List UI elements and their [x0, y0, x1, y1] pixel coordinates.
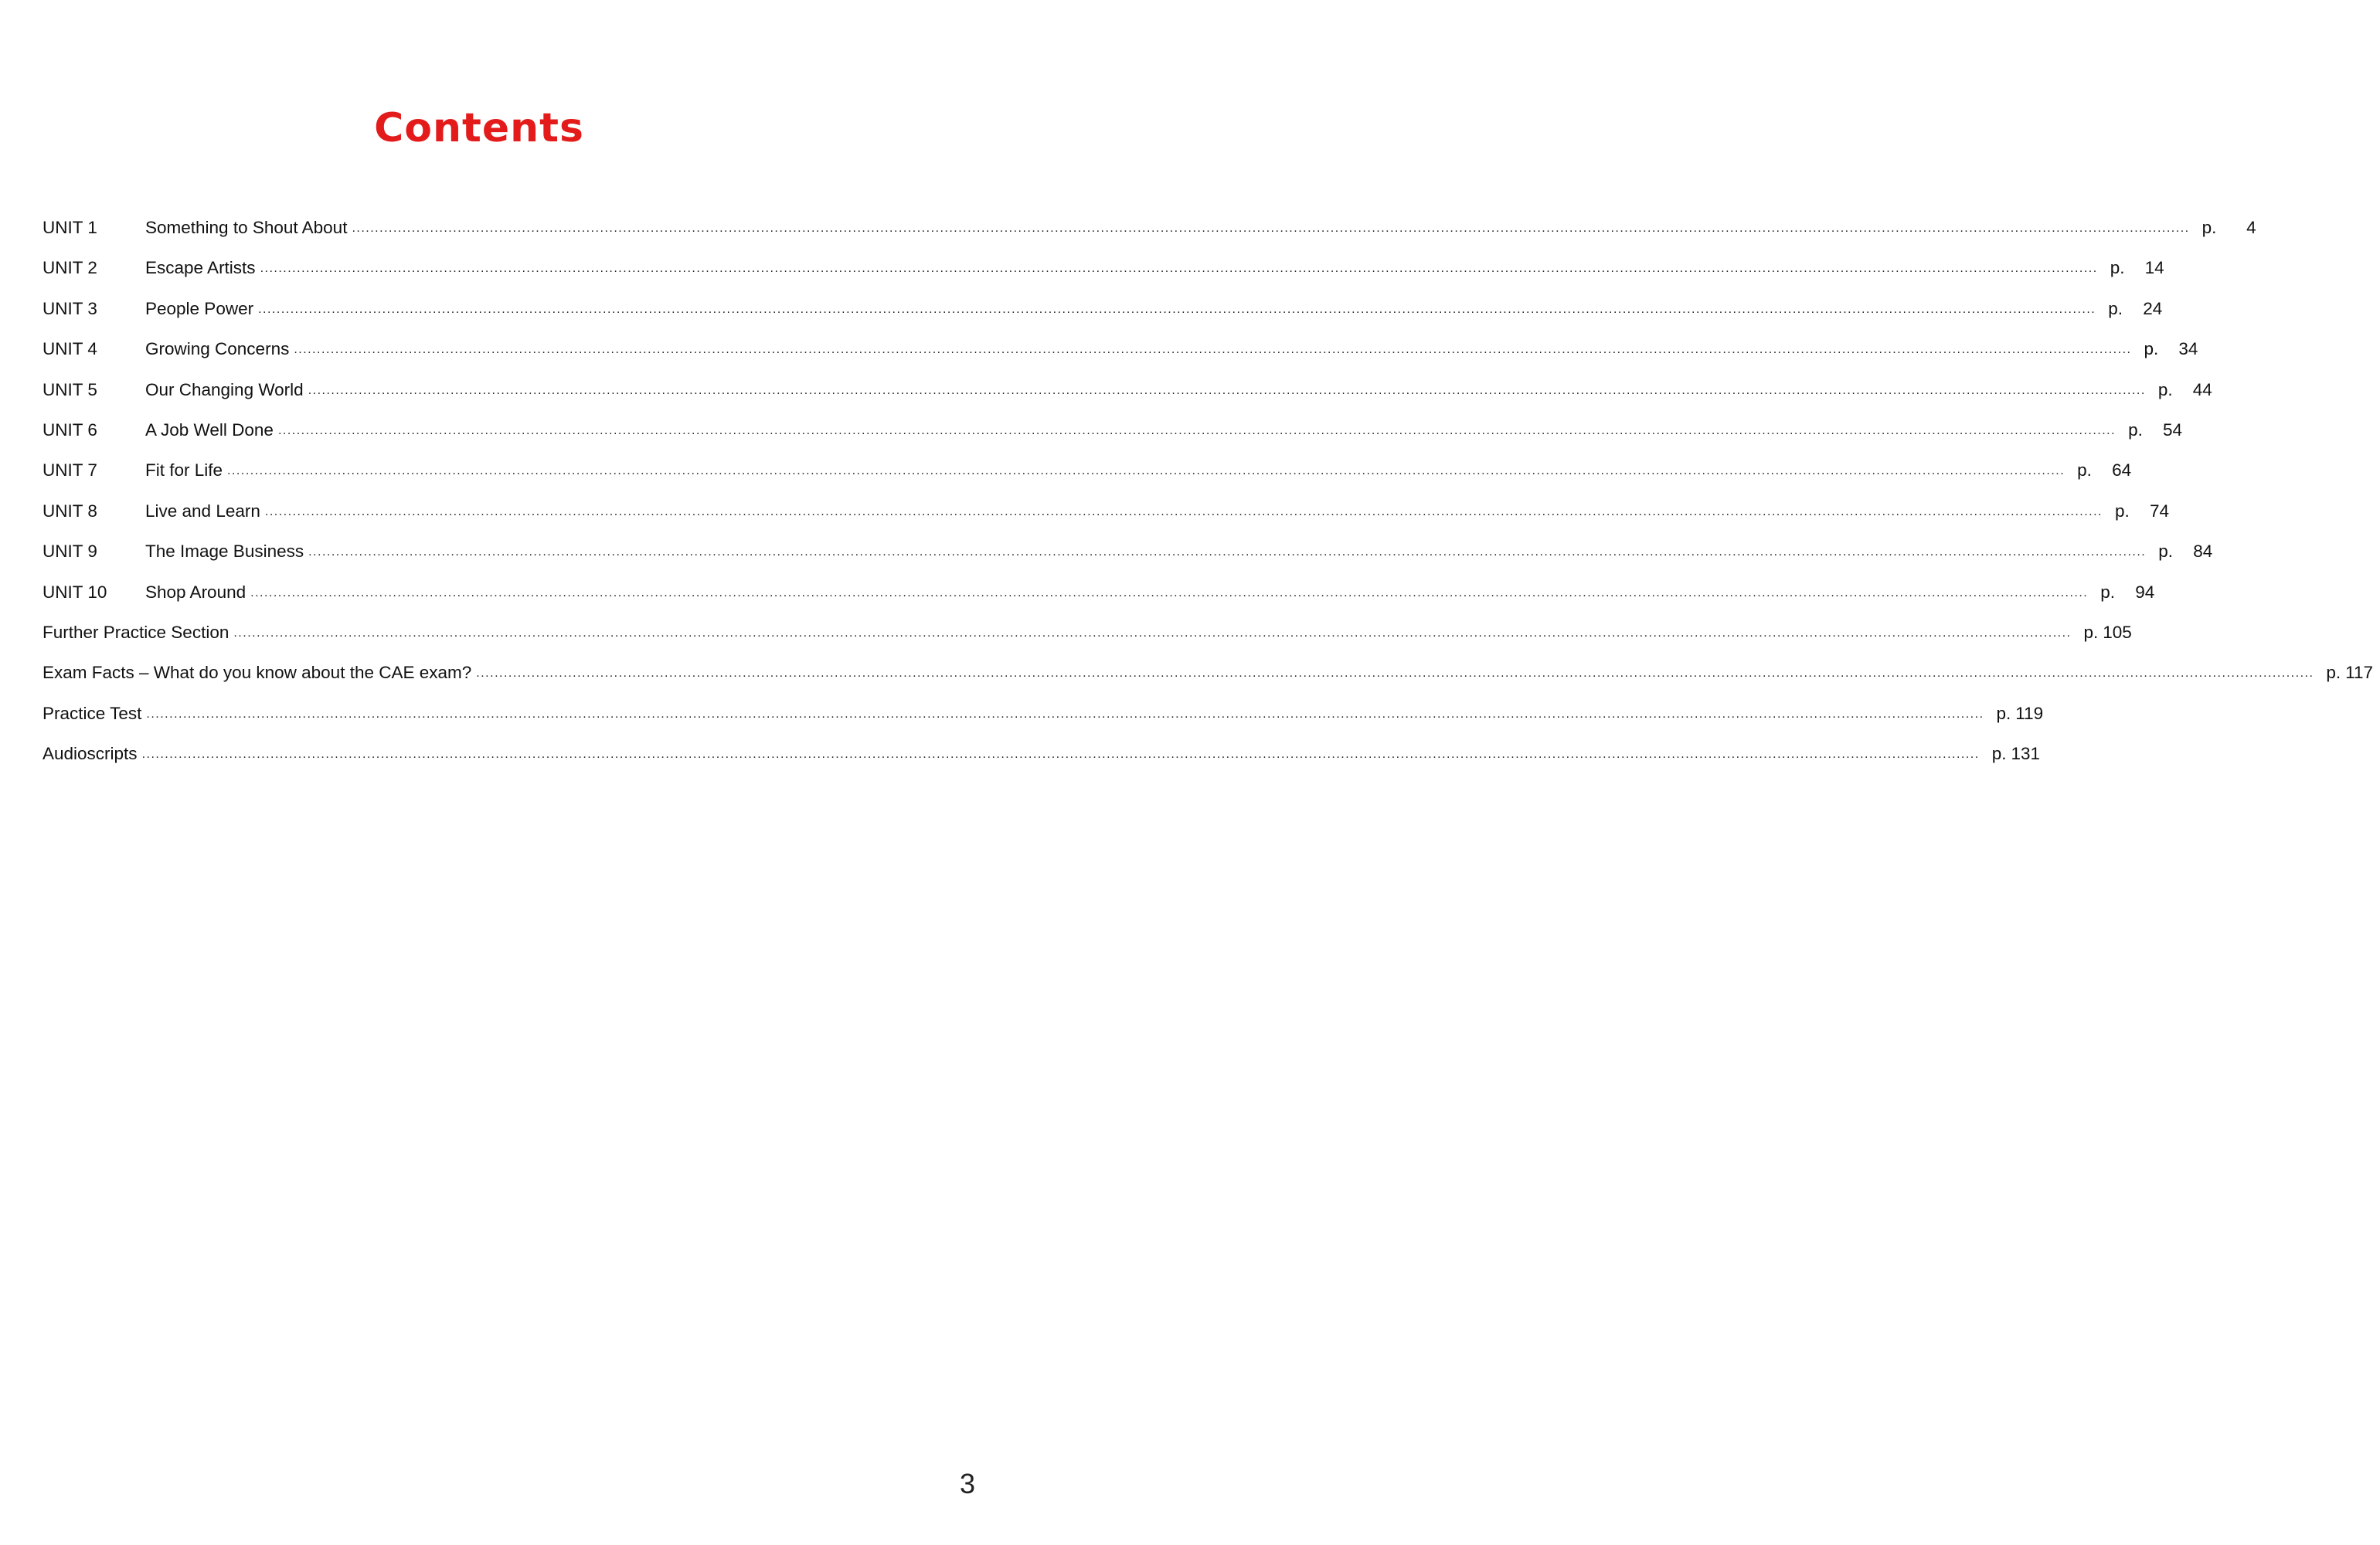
page-reference — [2110, 258, 2164, 278]
unit-label: UNIT 2 — [42, 258, 97, 278]
toc-row — [42, 501, 2169, 542]
page-reference — [2115, 501, 2169, 521]
page-prefix: p. — [2083, 622, 2099, 642]
toc-row — [42, 419, 2183, 460]
page-value: 84 — [2193, 542, 2213, 562]
page-reference — [1992, 744, 2046, 764]
page-number: 3 — [959, 1468, 975, 1499]
unit-label: UNIT 1 — [42, 218, 97, 237]
dot-leader: ................................................................................................................................................................................................................................................................................................................................................................................................................ — [277, 423, 2116, 437]
unit-label: UNIT 9 — [42, 542, 97, 562]
page-value: 14 — [2144, 258, 2164, 278]
page-value: 131 — [2011, 744, 2040, 764]
page-value: 4 — [2246, 218, 2256, 237]
entry-title: Our Changing World — [145, 379, 304, 399]
unit-label: UNIT 10 — [42, 582, 107, 602]
page-prefix: p. — [2110, 258, 2125, 278]
page-reference — [2326, 663, 2380, 683]
entry-title: Further Practice Section — [42, 622, 230, 642]
table-of-contents — [42, 218, 2374, 784]
unit-label: UNIT 3 — [42, 298, 97, 318]
entry-title: Audioscripts — [42, 744, 138, 764]
unit-label: UNIT 5 — [42, 379, 97, 399]
page-reference — [2128, 420, 2182, 440]
page-reference — [2083, 623, 2137, 643]
dot-leader: ................................................................................................................................................................................................................................................................................................................................................................................................................ — [260, 262, 2098, 276]
entry-title: Exam Facts – What do you know about the CAE exam? — [42, 663, 472, 683]
page-prefix: p. — [2158, 542, 2173, 562]
page-value: 44 — [2192, 379, 2212, 399]
toc-row — [42, 744, 2040, 784]
toc-row — [42, 460, 2132, 501]
toc-row — [42, 703, 2044, 744]
dot-leader: ................................................................................................................................................................................................................................................................................................................................................................................................................ — [146, 707, 1984, 721]
entry-title: Growing Concerns — [145, 339, 290, 359]
page-prefix: p. — [2157, 379, 2173, 399]
page-reference — [2077, 460, 2131, 480]
entry-title: Live and Learn — [145, 501, 260, 521]
toc-row — [42, 379, 2212, 420]
page-prefix: p. — [2202, 218, 2217, 237]
dot-leader: ................................................................................................................................................................................................................................................................................................................................................................................................................ — [308, 545, 2147, 559]
page-reference — [1997, 704, 2051, 724]
page-prefix: p. — [2115, 501, 2130, 521]
toc-row — [42, 663, 2374, 703]
page-prefix: p. — [2077, 460, 2092, 480]
page-reference — [2158, 542, 2212, 562]
entry-title: Fit for Life — [145, 460, 223, 480]
page-value: 34 — [2178, 339, 2198, 359]
unit-label: UNIT 8 — [42, 501, 97, 521]
dot-leader: ................................................................................................................................................................................................................................................................................................................................................................................................................ — [476, 667, 2314, 681]
page-reference — [2158, 380, 2212, 400]
dot-leader: ................................................................................................................................................................................................................................................................................................................................................................................................................ — [250, 586, 2089, 599]
unit-list — [42, 218, 2256, 623]
page-value: 24 — [2143, 298, 2163, 318]
toc-row — [42, 339, 2198, 379]
entry-title: The Image Business — [145, 542, 304, 562]
section-list — [42, 622, 2374, 785]
unit-label: UNIT 6 — [42, 419, 97, 440]
dot-leader: ................................................................................................................................................................................................................................................................................................................................................................................................................ — [258, 302, 2096, 316]
entry-title: Something to Shout About — [145, 218, 348, 237]
page-value: 64 — [2112, 460, 2132, 480]
toc-row — [42, 218, 2256, 258]
entry-title: Practice Test — [42, 703, 142, 723]
page-reference — [2202, 218, 2256, 238]
dot-leader: ................................................................................................................................................................................................................................................................................................................................................................................................................ — [264, 504, 2103, 518]
entry-title: Escape Artists — [145, 258, 256, 278]
dot-leader: ................................................................................................................................................................................................................................................................................................................................................................................................................ — [233, 626, 2072, 640]
page-reference — [2108, 299, 2162, 319]
page-value: 74 — [2149, 501, 2169, 521]
page-prefix: p. — [1996, 703, 2011, 723]
page-value: 119 — [2015, 703, 2044, 723]
entry-title: Shop Around — [145, 582, 246, 602]
dot-leader: ................................................................................................................................................................................................................................................................................................................................................................................................................ — [227, 464, 2066, 478]
dot-leader: ................................................................................................................................................................................................................................................................................................................................................................................................................ — [141, 748, 1980, 762]
page-value: 54 — [2163, 419, 2183, 440]
entry-title: A Job Well Done — [145, 419, 274, 440]
unit-label: UNIT 7 — [42, 460, 97, 480]
page-prefix: p. — [2108, 298, 2123, 318]
page-value: 117 — [2345, 663, 2374, 683]
page-prefix: p. — [2100, 582, 2116, 602]
page-title: Contents — [374, 105, 584, 151]
page-prefix: p. — [2128, 419, 2143, 440]
page-value: 105 — [2103, 622, 2132, 642]
page-reference — [2100, 582, 2154, 603]
dot-leader: ................................................................................................................................................................................................................................................................................................................................................................................................................ — [308, 383, 2146, 397]
page-prefix: p. — [2326, 663, 2341, 683]
toc-row — [42, 258, 2164, 298]
page-prefix: p. — [1991, 744, 2007, 764]
unit-label: UNIT 4 — [42, 339, 97, 359]
toc-row — [42, 622, 2132, 663]
entry-title: People Power — [145, 298, 254, 318]
page-reference — [2144, 339, 2198, 359]
toc-row — [42, 298, 2163, 339]
toc-row — [42, 582, 2155, 623]
page-prefix: p. — [2144, 339, 2159, 359]
dot-leader: ................................................................................................................................................................................................................................................................................................................................................................................................................ — [352, 222, 2190, 235]
dot-leader: ................................................................................................................................................................................................................................................................................................................................................................................................................ — [294, 343, 2132, 357]
toc-row — [42, 542, 2213, 582]
page-value: 94 — [2135, 582, 2155, 602]
